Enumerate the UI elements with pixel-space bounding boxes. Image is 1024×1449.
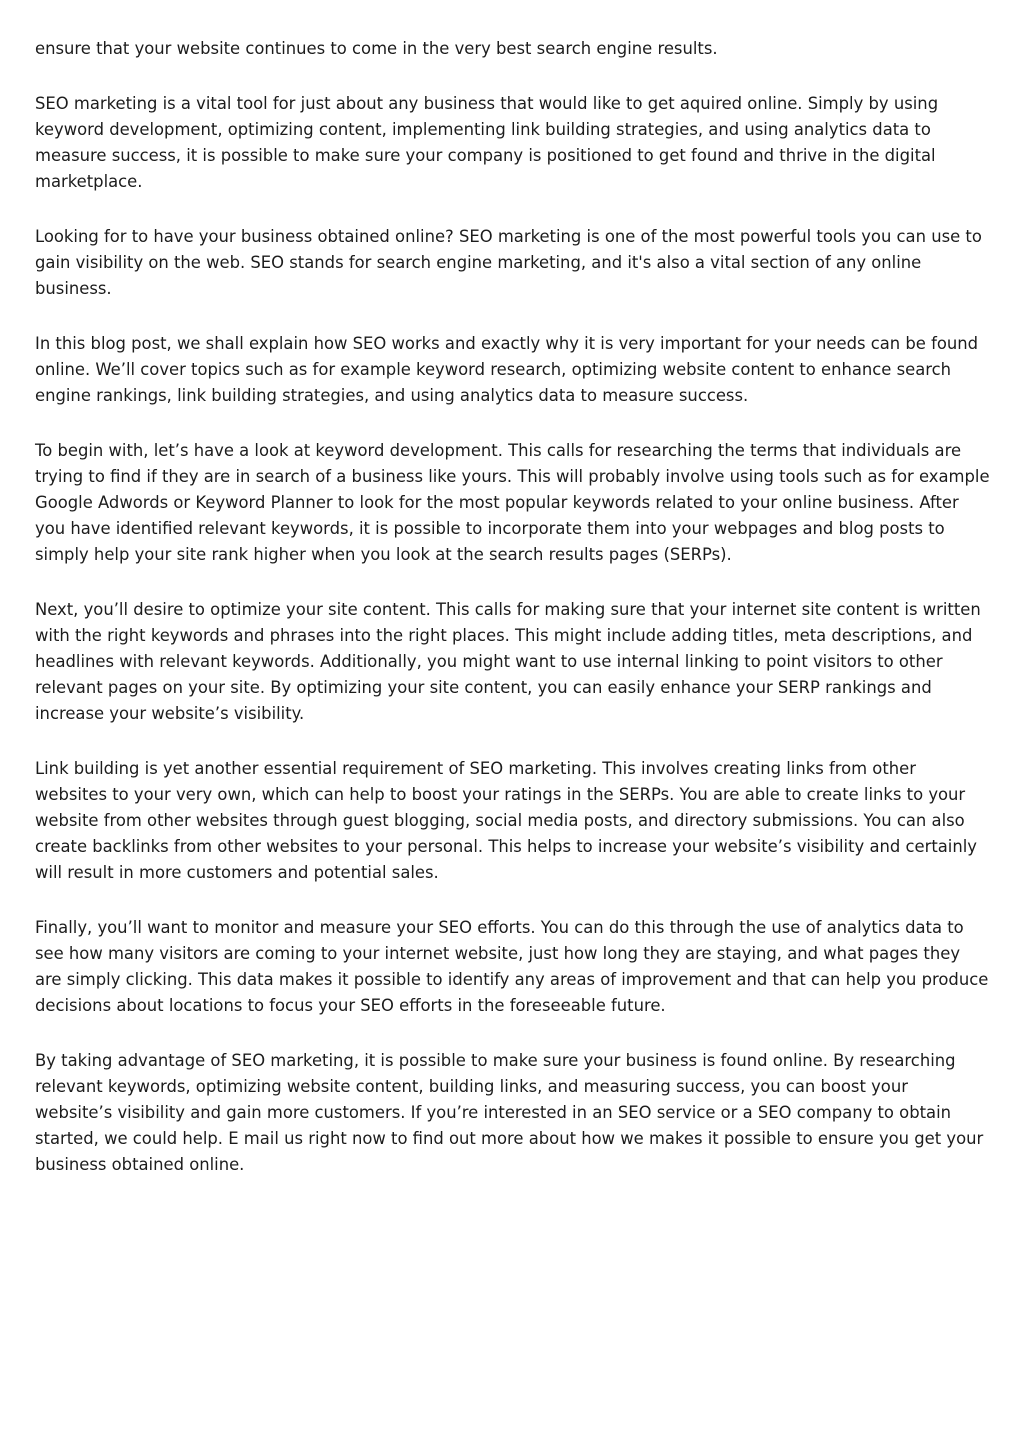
paragraph-seo-vital-tool: SEO marketing is a vital tool for just about any business that would like to get aquired online. Simply by using keyword development, optimizing content, implementing link building strategies, and using analytics data to measure success, it is possible to make sure your company is positioned to get found and thrive in the digital marketplace. — [35, 94, 939, 191]
paragraph-keyword-development: To begin with, let’s have a look at keyword development. This calls for researching the terms that individuals are trying to find if they are in search of a business like yours. This will probably involve using tools such as for example Google Adwords or Keyword Planner to look for the most popular keywords related to your online business. After you have identified relevant keywords, it is possible to incorporate them into your webpages and blog posts to simply help your site rank higher when you look at the search results pages (SERPs). — [35, 441, 990, 564]
paragraph-monitor-measure: Finally, you’ll want to monitor and measure your SEO efforts. You can do this through the use of analytics data to see how many visitors are coming to your internet website, just how long they are staying, and what pages they are simply clicking. This data makes it possible to identify any areas of improvement and that can help you produce decisions about locations to focus your SEO efforts in the foreseeable future. — [35, 918, 989, 1015]
paragraph-business-online: Looking for to have your business obtained online? SEO marketing is one of the most powerful tools you can use to gain visibility on the web. SEO stands for search engine marketing, and it's also a vital section of any online business. — [35, 227, 982, 298]
paragraph-blog-intro: In this blog post, we shall explain how SEO works and exactly why it is very important for your needs can be found online. We’ll cover topics such as for example keyword research, optimizing website content to enhance search engine rankings, link building strategies, and using analytics data to measure success. — [35, 334, 979, 405]
paragraph-optimize-content: Next, you’ll desire to optimize your site content. This calls for making sure that your internet site content is written with the right keywords and phrases into the right places. This might include adding titles, meta descriptions, and headlines with relevant keywords. Additionally, you might want to use internal linking to point visitors to other relevant pages on your site. By optimizing your site content, you can easily enhance your SERP rankings and increase your website’s visibility. — [35, 600, 981, 723]
paragraph-continuation: ensure that your website continues to come in the very best search engine results. — [35, 39, 718, 58]
paragraph-link-building: Link building is yet another essential requirement of SEO marketing. This involves creating links from other websites to your very own, which can help to boost your ratings in the SERPs. You are able to create links to your website from other websites through guest blogging, social media posts, and directory submissions. You can also create backlinks from other websites to your personal. This helps to increase your website’s visibility and certainly will result in more customers and potential sales. — [35, 759, 977, 882]
paragraph-conclusion: By taking advantage of SEO marketing, it is possible to make sure your business is found online. By researching relevant keywords, optimizing website content, building links, and measuring success, you can boost your website’s visibility and gain more customers. If you’re interested in an SEO service or a SEO company to obtain started, we could help. E mail us right now to find out more about how we makes it possible to ensure you get your business obtained online. — [35, 1051, 984, 1174]
document-body — [35, 36, 990, 1178]
